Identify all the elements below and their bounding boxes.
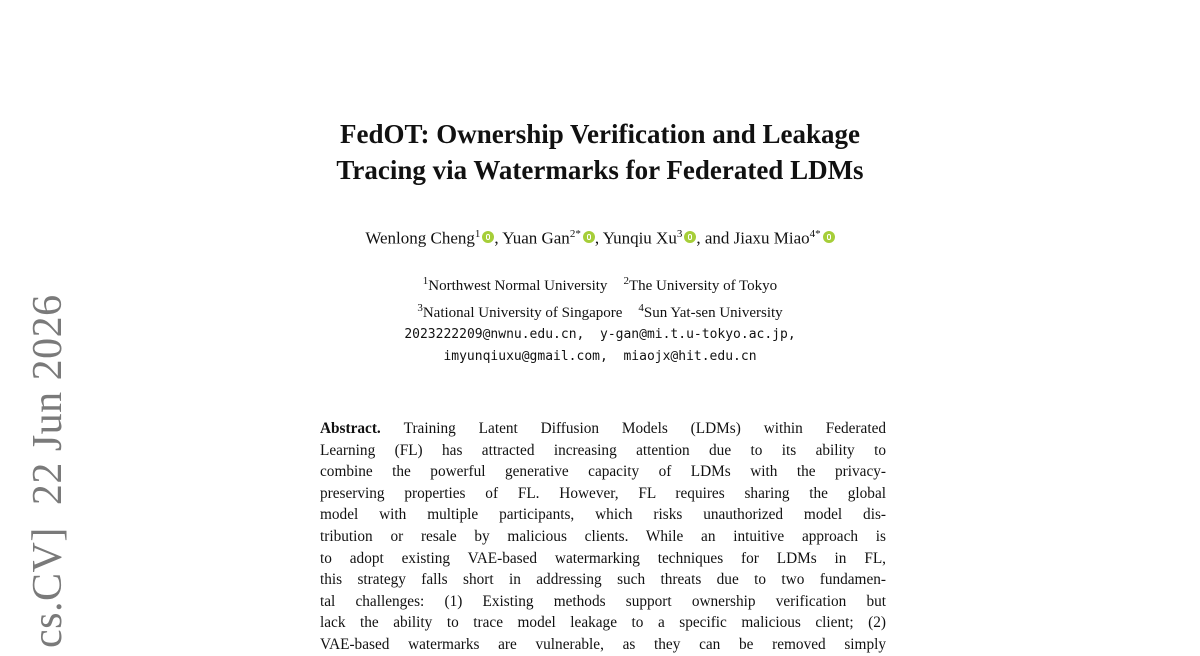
affiliation-name: Northwest Normal University	[428, 278, 608, 294]
orcid-icon[interactable]	[823, 231, 835, 243]
orcid-icon[interactable]	[583, 231, 595, 243]
abstract-line: Learning (FL) has attracted increasing attention due to its ability to	[320, 441, 886, 459]
author-mark: 1	[474, 228, 481, 240]
author-name: Yuan Gan	[502, 228, 570, 248]
arxiv-date: 22 Jun 2026	[25, 294, 71, 506]
author-mark: 2*	[569, 228, 581, 240]
author-list	[0, 228, 1200, 249]
abstract-text: Training Latent Diffusion Models (LDMs) within Federated	[403, 420, 887, 437]
affiliation-name: National University of Singapore	[422, 305, 623, 321]
title-line-1: FedOT: Ownership Verification and Leakage	[339, 119, 861, 149]
author-name: Jiaxu Miao	[733, 228, 810, 248]
affiliation-name: Sun Yat-sen University	[643, 305, 783, 321]
abstract-line: to adopt existing VAE-based watermarking techniques for LDMs in FL,	[320, 549, 886, 567]
author-mark: 3	[676, 228, 683, 240]
abstract-line: VAE-based watermarks are vulnerable, as they can be removed simply	[320, 635, 886, 653]
author-mark: 4*	[809, 228, 821, 240]
email-line: 2023222209@nwnu.edu.cn, y-gan@mi.t.u-tokyo.ac.jp,	[404, 327, 796, 342]
author-name: Wenlong Cheng	[365, 228, 475, 248]
affiliation-mark: 4	[638, 302, 644, 314]
author-separator: ,	[494, 228, 503, 248]
abstract-line: lack the ability to trace model leakage to a specific malicious client; (2)	[320, 614, 886, 632]
affiliation-line	[0, 270, 1200, 297]
arxiv-category: cs.CV]	[25, 527, 71, 648]
email-line: imyunqiuxu@gmail.com, miaojx@hit.edu.cn	[443, 349, 757, 364]
abstract-line: combine the powerful generative capacity of LDMs with the privacy-	[320, 463, 886, 481]
affiliation-mark: 2	[623, 275, 629, 287]
orcid-icon[interactable]	[684, 231, 696, 243]
abstract-line: preserving properties of FL. However, FL requires sharing the global	[320, 484, 886, 502]
title-line-2: Tracing via Watermarks for Federated LDMs	[336, 155, 864, 185]
abstract-line: tal challenges: (1) Existing methods support ownership verification but	[320, 592, 886, 610]
abstract-first-line	[320, 418, 886, 440]
abstract-label: Abstract.	[320, 420, 381, 437]
abstract	[320, 418, 886, 656]
affiliations	[0, 270, 1200, 368]
affiliation-line	[0, 297, 1200, 324]
paper-title	[0, 116, 1200, 188]
abstract-line: tribution or resale by malicious clients. While an intuitive approach is	[320, 527, 886, 545]
orcid-icon[interactable]	[482, 231, 494, 243]
abstract-line: this strategy falls short in addressing such threats due to two fundamen-	[320, 571, 886, 589]
author-separator: ,	[594, 228, 603, 248]
author-and: , and	[696, 228, 734, 248]
affiliation-mark: 1	[422, 275, 429, 287]
affiliation-mark: 3	[417, 302, 423, 314]
abstract-line: model with multiple participants, which risks unauthorized model dis-	[320, 506, 886, 524]
affiliation-name: The University of Tokyo	[628, 278, 778, 294]
author-name: Yunqiu Xu	[602, 228, 677, 248]
